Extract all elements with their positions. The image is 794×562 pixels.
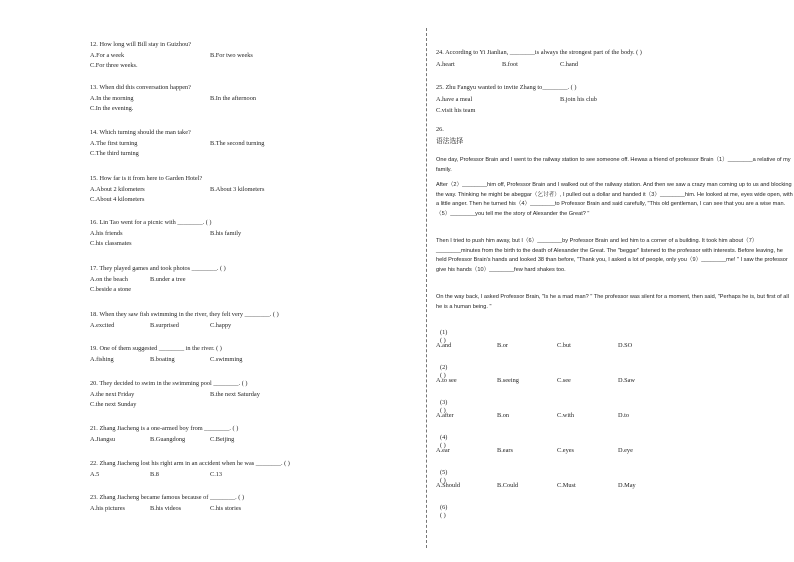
answer-option: C.About 4 kilometers	[90, 196, 145, 203]
answer-option: A.Jiangsu	[90, 436, 116, 443]
answer-option: A.fishing	[90, 356, 114, 363]
answer-option: B.on	[497, 412, 510, 419]
answer-option: B.his videos	[150, 505, 182, 512]
answer-option: D.to	[618, 412, 630, 419]
answer-option: C.hand	[560, 61, 579, 68]
question-stem: 19. One of them suggested ________ in the river. ( )	[90, 345, 222, 352]
blank-number: (1) ( )	[440, 329, 448, 344]
question-stem: 13. When did this conversation happen?	[90, 84, 191, 91]
answer-option: C.but	[557, 342, 571, 349]
section-number: 26.	[436, 126, 444, 133]
answer-option: C.with	[557, 412, 574, 419]
answer-option: C.see	[557, 377, 571, 384]
answer-option: B.foot	[502, 61, 518, 68]
answer-option: A.heart	[436, 61, 455, 68]
answer-option: A.In the morning	[90, 95, 134, 102]
blank-number: (2) ( )	[440, 364, 448, 379]
answer-option: C.Beijing	[210, 436, 235, 443]
question-stem: 16. Lin Tao went for a picnic with ________. ( )	[90, 219, 212, 226]
answer-option: C.his stories	[210, 505, 242, 512]
answer-option: A.For a week	[90, 52, 125, 59]
answer-option: A.ear	[436, 447, 450, 454]
blank-number: (6) ( )	[440, 504, 448, 519]
answer-option: C.Must	[557, 482, 576, 489]
answer-option: C.In the evening.	[90, 105, 134, 112]
question-stem: 25. Zhu Fangyu wanted to invite Zhang to________. ( )	[436, 84, 577, 91]
answer-option: B.For two weeks	[210, 52, 253, 59]
answer-option: B.or	[497, 342, 509, 349]
question-stem: 17. They played games and took photos ________. ( )	[90, 265, 226, 272]
blank-number: (3) ( )	[440, 399, 448, 414]
answer-option: B.his family	[210, 230, 242, 237]
answer-option: A.and	[436, 342, 452, 349]
question-stem: 20. They decided to swim in the swimming pool ________. ( )	[90, 380, 248, 387]
answer-option: C.13	[210, 471, 223, 478]
blank-number: (5) ( )	[440, 469, 448, 484]
question-stem: 22. Zhang Jiacheng lost his right arm in an accident when he was ________. ( )	[90, 460, 290, 467]
question-stem: 15. How far is it from here to Garden Hotel?	[90, 175, 203, 182]
answer-option: A.excited	[90, 322, 115, 329]
answer-option: B.ears	[497, 447, 513, 454]
answer-option: D.SO	[618, 342, 633, 349]
answer-option: B.surprised	[150, 322, 179, 329]
answer-option: A.to see	[436, 377, 457, 384]
answer-option: A.About 2 kilometers	[90, 186, 145, 193]
answer-option: C.beside a stone	[90, 286, 132, 293]
answer-option: B.Could	[497, 482, 519, 489]
answer-option: D.May	[618, 482, 636, 489]
answer-option: A.his pictures	[90, 505, 125, 512]
passage-paragraph-3: Then I tried to push him away, but I（6）________by Professor Brain and led him to a corner of a building. It took him about（7）________minutes from the birth to the death of Alexander the Great. The "beggar" listened to the professor with interests. Before leaving, he held Professor Brain's hands and looked 38 than before, "Thank you, I asked a lot of people, only you（9）________me! " I saw the professor give his hands（10）________few hard shakes too.	[436, 238, 788, 273]
answer-option: B.Guangdong	[150, 436, 186, 443]
answer-option: B.About 3 kilometers	[210, 186, 265, 193]
passage-paragraph-4: On the way back, I asked Professor Brain, "Is he a mad man? " The professor was silent for a moment, then said, "Perhaps he is, but first of all he is a human being. "	[436, 294, 789, 310]
blank-number: (4) ( )	[440, 434, 448, 449]
answer-option: A.on the beach	[90, 276, 128, 283]
answer-option: A.his friends	[90, 230, 123, 237]
answer-option: B.The second turning	[210, 140, 265, 147]
question-stem: 18. When they saw fish swimming in the river, they felt very ________. ( )	[90, 311, 279, 318]
answer-option: A.The first turning	[90, 140, 138, 147]
answer-option: A.Should	[436, 482, 460, 489]
answer-option: B.join his club	[560, 96, 597, 103]
passage-paragraph-1: One day, Professor Brain and I went to the railway station to see someone off. Hewas a friend of professor Brain（1）________a relative of my family.	[436, 157, 791, 173]
answer-option: B.seeing	[497, 377, 519, 384]
question-stem: 12. How long will Bill stay in Guizhou?	[90, 41, 192, 48]
answer-option: B.boating	[150, 356, 175, 363]
answer-option: C.the next Sunday	[90, 401, 137, 408]
answer-option: A.have a meal	[436, 96, 473, 103]
question-stem: 14. Which turning should the man take?	[90, 129, 191, 136]
answer-option: A.after	[436, 412, 454, 419]
answer-option: C.happy	[210, 322, 232, 329]
answer-option: A.5	[90, 471, 100, 478]
section-title: 语法选择	[436, 138, 464, 145]
answer-option: C.eyes	[557, 447, 574, 454]
answer-option: D.Saw	[618, 377, 635, 384]
answer-option: D.eye	[618, 447, 633, 454]
answer-option: C.For three weeks.	[90, 62, 138, 69]
answer-option: C.The third turning	[90, 150, 139, 157]
answer-option: C.swimming	[210, 356, 243, 363]
answer-option: B.8	[150, 471, 159, 478]
answer-option: C.visit his team	[436, 107, 476, 114]
column-divider	[426, 28, 427, 548]
answer-option: B.the next Saturday	[210, 391, 260, 398]
answer-option: B.In the afternoon	[210, 95, 256, 102]
answer-option: A.the next Friday	[90, 391, 135, 398]
question-stem: 24. According to Yi Jianlian, ________is always the strongest part of the body. ( )	[436, 49, 642, 56]
answer-option: C.his classmates	[90, 240, 132, 247]
question-stem: 21. Zhang Jiacheng is a one-armed boy from ________. ( )	[90, 425, 239, 432]
question-stem: 23. Zhang Jiacheng became famous because of ________. ( )	[90, 494, 245, 501]
answer-option: B.under a tree	[150, 276, 186, 283]
passage-paragraph-2: After（2）________him off, Professor Brain and I walked out of the railway station. And then we saw a crazy man coming up to us and blocking the way. Thinking he might be abeggar（乞讨者）, I pulled out a dollar and handed it（3）________him. He looked at me, eyes wide open, with a little anger. Then he turned his（4）________to Professor Brain and said carefully, "This old gentleman, I can see that you are a wise man.（5）________you tell me the story of Alexander the Great? "	[436, 182, 793, 217]
